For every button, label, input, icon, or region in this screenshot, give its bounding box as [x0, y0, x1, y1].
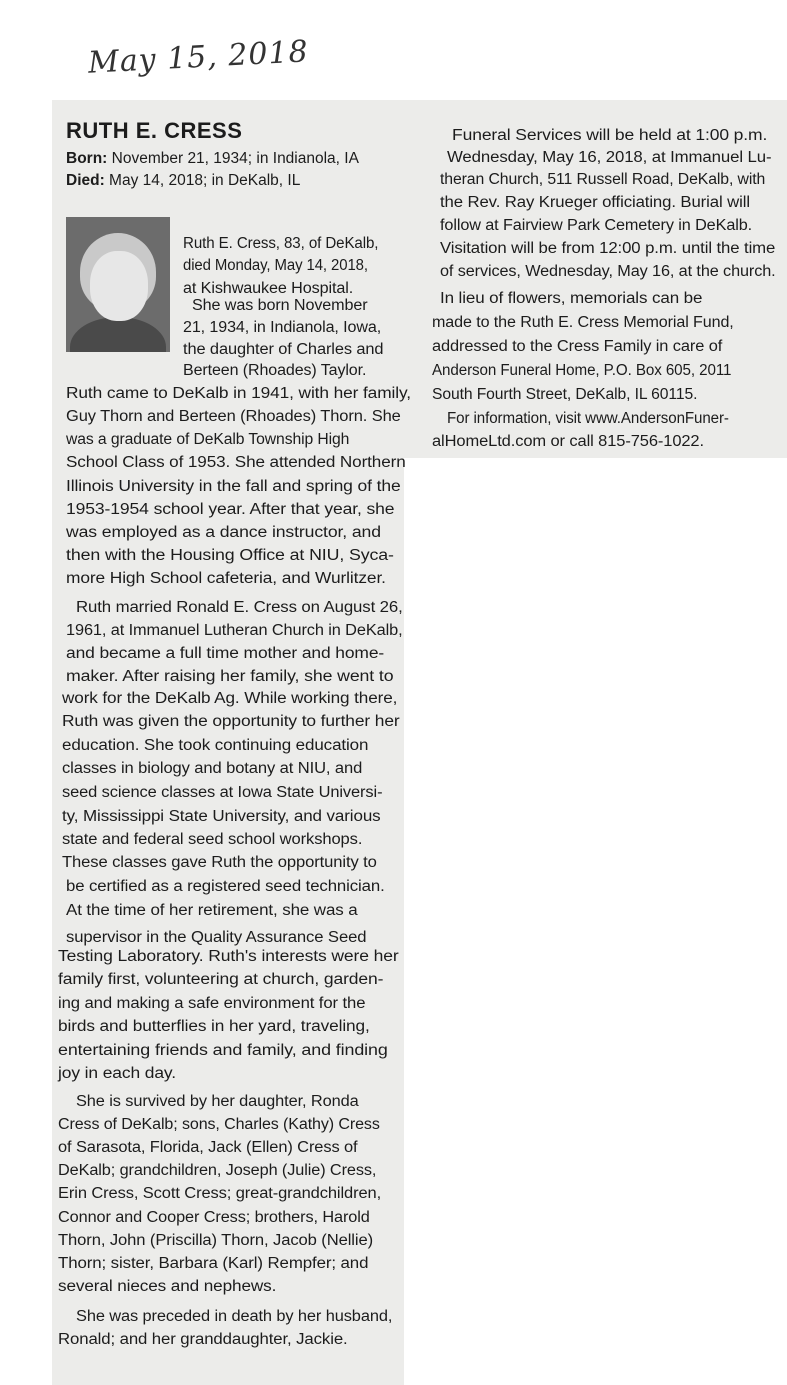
obituary-left-text-line: the daughter of Charles and [183, 341, 384, 358]
obituary-left-text-line: Testing Laboratory. Ruth's interests were her [58, 948, 399, 965]
died-line [66, 172, 300, 190]
obituary-left-text-line: These classes gave Ruth the opportunity to [62, 854, 377, 871]
obituary-left-text-line: At the time of her retirement, she was a [66, 902, 358, 919]
obituary-left-text-line: She is survived by her daughter, Ronda [76, 1093, 359, 1110]
obituary-left-text-line: was a graduate of DeKalb Township High [66, 431, 350, 448]
obituary-left-text-line: Ronald; and her granddaughter, Jackie. [58, 1331, 348, 1348]
obituary-right-text-line: addressed to the Cress Family in care of [432, 338, 723, 355]
obituary-left-text-line: entertaining friends and family, and finding [58, 1042, 388, 1059]
obituary-left-text-line: more High School cafeteria, and Wurlitzer. [66, 570, 386, 587]
obituary-right-text-line: the Rev. Ray Krueger officiating. Burial will [440, 194, 750, 211]
died-value: May 14, 2018; in DeKalb, IL [104, 172, 301, 189]
obituary-left-text-line: and became a full time mother and home- [66, 645, 385, 662]
obituary-left-text-line: died Monday, May 14, 2018, [183, 257, 368, 274]
obituary-left-text-line: She was born November [192, 297, 368, 314]
obituary-left-text-line: School Class of 1953. She attended Northern [66, 454, 406, 471]
obituary-left-text-line: education. She took continuing education [62, 737, 369, 754]
obituary-left-text-line: supervisor in the Quality Assurance Seed [66, 929, 367, 946]
portrait-photo [66, 217, 170, 352]
obituary-left-text-line: seed science classes at Iowa State Universi- [62, 784, 383, 801]
obituary-left-text-line: at Kishwaukee Hospital. [183, 280, 354, 297]
obituary-right-text-line: For information, visit www.AndersonFuner- [447, 410, 729, 427]
obituary-left-text-line: Berteen (Rhoades) Taylor. [183, 362, 367, 379]
born-label: Born: [66, 150, 108, 167]
obituary-left-text-line: was employed as a dance instructor, and [66, 524, 381, 541]
obituary-left-text-line: be certified as a registered seed technician. [66, 878, 385, 895]
obituary-right-text-line: follow at Fairview Park Cemetery in DeKalb. [440, 217, 753, 234]
died-label: Died: [66, 172, 105, 189]
obituary-left-text-line: joy in each day. [58, 1065, 176, 1082]
obituary-left-text-line: Connor and Cooper Cress; brothers, Harold [58, 1209, 370, 1226]
obituary-left-text-line: then with the Housing Office at NIU, Syca- [66, 547, 394, 564]
obituary-left-text-line: family first, volunteering at church, garden- [58, 971, 384, 988]
obituary-right-text-line: theran Church, 511 Russell Road, DeKalb, with [440, 171, 766, 188]
obituary-left-text-line: several nieces and nephews. [58, 1278, 277, 1295]
obituary-left-text-line: DeKalb; grandchildren, Joseph (Julie) Cress, [58, 1162, 377, 1179]
obituary-left-text-line: Erin Cress, Scott Cress; great-grandchildren, [58, 1185, 382, 1202]
obituary-left-text-line: Guy Thorn and Berteen (Rhoades) Thorn. She [66, 408, 401, 425]
obituary-left-text-line: classes in biology and botany at NIU, and [62, 760, 363, 777]
obituary-left-text-line: birds and butterflies in her yard, traveling, [58, 1018, 370, 1035]
obituary-left-text-line: Thorn, John (Priscilla) Thorn, Jacob (Nellie) [58, 1232, 374, 1249]
obituary-right-text-line: In lieu of flowers, memorials can be [440, 290, 703, 307]
obituary-right-text-line: Wednesday, May 16, 2018, at Immanuel Lu- [447, 149, 772, 166]
obituary-left-text-line: Ruth was given the opportunity to further her [62, 713, 400, 730]
obituary-left-text-line: of Sarasota, Florida, Jack (Ellen) Cress of [58, 1139, 358, 1156]
handwritten-date: May 15, 2018 [87, 34, 310, 81]
obituary-left-text-line: work for the DeKalb Ag. While working there, [62, 690, 398, 707]
obituary-left-text-line: She was preceded in death by her husband, [76, 1308, 393, 1325]
obituary-left-text-line: maker. After raising her family, she went to [66, 668, 394, 685]
obituary-left-text-line: Ruth came to DeKalb in 1941, with her family, [66, 385, 411, 402]
obituary-right-text-line: Funeral Services will be held at 1:00 p.m. [452, 127, 768, 144]
obituary-left-text-line: Illinois University in the fall and spring of the [66, 478, 401, 495]
obituary-left-text-line: ty, Mississippi State University, and various [62, 808, 381, 825]
obituary-right-text-line: alHomeLtd.com or call 815-756-1022. [432, 433, 704, 450]
obituary-right-text-line: of services, Wednesday, May 16, at the church. [440, 263, 776, 280]
obituary-right-text-line: made to the Ruth E. Cress Memorial Fund, [432, 314, 734, 331]
obituary-name: RUTH E. CRESS [66, 118, 243, 143]
born-line [66, 150, 359, 168]
obituary-left-text-line: 21, 1934, in Indianola, Iowa, [183, 319, 382, 336]
obituary-left-text-line: Thorn; sister, Barbara (Karl) Rempfer; and [58, 1255, 369, 1272]
born-value: November 21, 1934; in Indianola, IA [107, 150, 359, 167]
obituary-right-text-line: Anderson Funeral Home, P.O. Box 605, 2011 [432, 362, 732, 379]
obituary-right-text-line: South Fourth Street, DeKalb, IL 60115. [432, 386, 698, 403]
obituary-left-text-line: Ruth married Ronald E. Cress on August 26, [76, 599, 403, 616]
obituary-left-text-line: 1961, at Immanuel Lutheran Church in DeKalb, [66, 622, 403, 639]
obituary-left-text-line: ing and making a safe environment for the [58, 995, 366, 1012]
obituary-left-text-line: Cress of DeKalb; sons, Charles (Kathy) Cress [58, 1116, 380, 1133]
obituary-left-text-line: 1953-1954 school year. After that year, she [66, 501, 395, 518]
obituary-left-text-line: state and federal seed school workshops. [62, 831, 363, 848]
obituary-left-text-line: Ruth E. Cress, 83, of DeKalb, [183, 235, 379, 252]
obituary-right-text-line: Visitation will be from 12:00 p.m. until the time [440, 240, 776, 257]
